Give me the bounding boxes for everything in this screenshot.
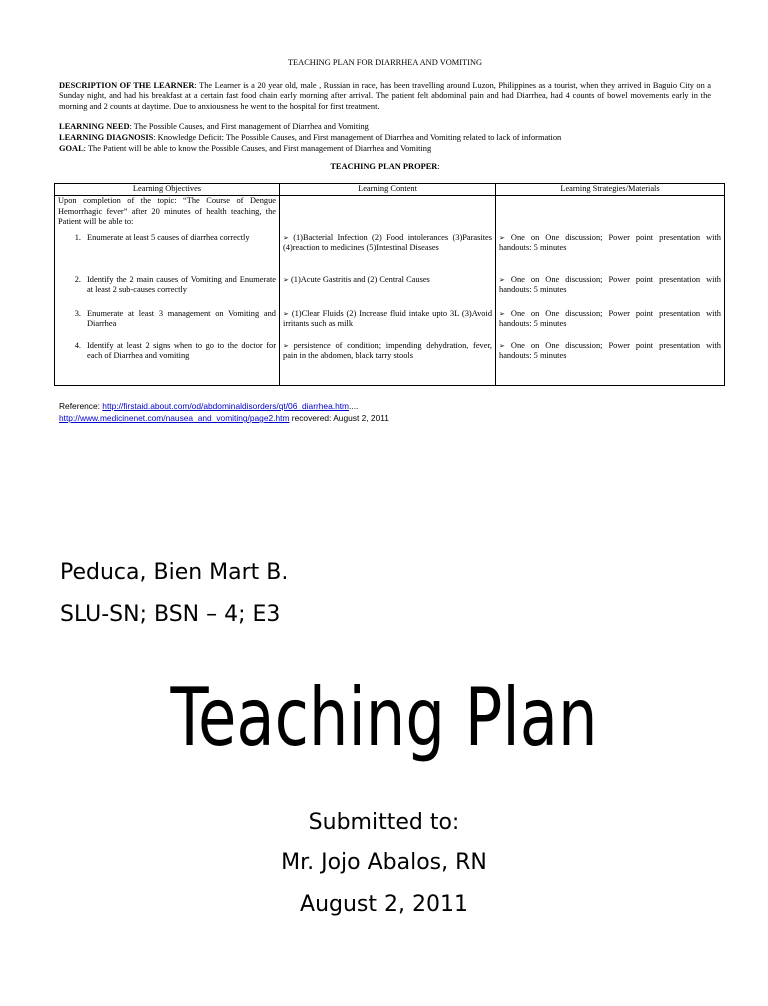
learning-diagnosis-label: LEARNING DIAGNOSIS	[59, 132, 154, 142]
header-objectives: Learning Objectives	[55, 184, 280, 196]
reference-suffix-2: recovered: August 2, 2011	[289, 413, 389, 423]
objective-text: Enumerate at least 5 causes of diarrhea correctly	[87, 232, 250, 242]
content-cell	[283, 275, 492, 286]
bullet-arrow-icon: ➢	[283, 275, 289, 284]
objective-text: Identify the 2 main causes of Vomiting and Enumerate at least 2 sub-causes correctly	[87, 274, 276, 295]
strategy-text: One on One discussion; Power point presentation with handouts: 5 minutes	[499, 308, 721, 329]
objective-text: Enumerate at least 3 management on Vomiting and Diarrhea	[87, 308, 276, 329]
bullet-arrow-icon: ➢	[283, 341, 289, 350]
table-intro-row	[55, 196, 725, 228]
table-row	[55, 341, 725, 386]
reference-line-1	[59, 400, 389, 412]
strategy-text: One on One discussion; Power point presentation with handouts: 5 minutes	[499, 340, 721, 361]
bullet-arrow-icon: ➢	[499, 275, 505, 284]
content-cell	[283, 341, 492, 362]
submission-date: August 2, 2011	[300, 892, 468, 917]
submitted-to-label: Submitted to:	[308, 810, 460, 835]
bullet-arrow-icon: ➢	[499, 341, 505, 350]
description-text: : The Learner is a 20 year old, male , Russian in race, has been travelling around Luzon, Philippines as a tourist, when they arrived in Baguio City on a Sunday night, and had his breakfast at a certain fast food chain early morning after arrival. The patient felt abdominal pain and had Diarrhea, had 4 counts of bowel movements early in the morning and 2 counts at daytime. Due to anxiousness he went to the hospital for first treatment.	[59, 80, 712, 111]
objective-item	[58, 309, 276, 330]
learning-need	[59, 122, 711, 133]
learning-diagnosis-text: : Knowledge Deficit: The Possible Causes, and First management of Diarrhea and Vomiting related to lack of information	[153, 132, 562, 142]
bullet-arrow-icon: ➢	[283, 309, 289, 318]
objective-item	[58, 341, 276, 362]
content-cell	[283, 309, 492, 330]
strategy-cell	[499, 233, 721, 254]
bullet-arrow-icon: ➢	[283, 233, 289, 242]
objective-item	[58, 233, 276, 244]
reference-link-medicinenet[interactable]: http://www.medicinenet.com/nausea_and_vomiting/page2.htm	[59, 413, 290, 423]
strategy-cell	[499, 341, 721, 362]
author-section: SLU-SN; BSN – 4; E3	[60, 602, 281, 627]
plan-proper-label: TEACHING PLAN PROPER	[330, 162, 438, 172]
objective-number: 1.	[74, 232, 81, 242]
content-text: (1)Acute Gastritis and (2) Central Causes	[290, 274, 430, 284]
teaching-plan-table	[54, 183, 725, 386]
table-row	[55, 309, 725, 341]
strategy-text: One on One discussion; Power point presentation with handouts: 5 minutes	[499, 232, 721, 253]
goal-label: GOAL	[59, 143, 84, 153]
content-text: persistence of condition; impending dehydration, fever, pain in the abdomen, black tarry stools	[283, 340, 492, 361]
bullet-arrow-icon: ➢	[499, 233, 505, 242]
author-name: Peduca, Bien Mart B.	[60, 560, 289, 585]
content-text: (1)Bacterial Infection (2) Food intolerances (3)Parasites (4)reaction to medicines (5)Intestinal Diseases	[283, 232, 493, 253]
plan-proper-colon: :	[437, 162, 440, 172]
content-cell	[283, 233, 492, 254]
learning-need-text: : The Possible Causes, and First management of Diarrhea and Vomiting	[129, 122, 369, 132]
table-row	[55, 275, 725, 309]
objective-item	[58, 275, 276, 296]
objective-number: 4.	[74, 340, 81, 350]
table-header-row	[55, 184, 725, 196]
objective-number: 3.	[74, 308, 81, 318]
reference-line-2	[59, 412, 389, 424]
description-label: DESCRIPTION OF THE LEARNER	[59, 80, 195, 90]
learner-description	[59, 81, 711, 113]
plan-proper-heading	[59, 162, 711, 173]
objective-number: 2.	[74, 274, 81, 284]
reference-suffix-1: ....	[349, 401, 359, 411]
strategy-text: One on One discussion; Power point presentation with handouts: 5 minutes	[499, 274, 721, 295]
document-page	[59, 58, 711, 174]
learning-diagnosis	[59, 133, 711, 144]
content-text: (1)Clear Fluids (2) Increase fluid intake upto 3L (3)Avoid irritants such as milk	[283, 308, 493, 329]
table-row	[55, 228, 725, 275]
goal-text: : The Patient will be able to know the Possible Causes, and First management of Diarrhea and Vomiting	[83, 143, 432, 153]
objective-text: Identify at least 2 signs when to go to the doctor for each of Diarrhea and vomiting	[87, 340, 276, 361]
goal	[59, 144, 711, 155]
cover-title: Teaching Plan	[170, 671, 598, 764]
reference-link-firstaid[interactable]: http://firstaid.about.com/od/abdominaldisorders/qt/06_diarrhea.htm	[102, 401, 350, 411]
header-strategies: Learning Strategies/Materials	[496, 184, 725, 196]
document-title: TEACHING PLAN FOR DIARRHEA AND VOMITING	[287, 58, 483, 67]
objectives-intro: Upon completion of the topic: “The Course of Dengue Hemorrhagic fever” after 20 minutes of health teaching, the Patient will be able to:	[58, 196, 276, 227]
bullet-arrow-icon: ➢	[499, 309, 505, 318]
references	[59, 400, 389, 424]
learning-need-label: LEARNING NEED	[59, 122, 130, 132]
header-content: Learning Content	[280, 184, 496, 196]
strategy-cell	[499, 275, 721, 296]
reference-label: Reference:	[59, 401, 103, 411]
instructor-name: Mr. Jojo Abalos, RN	[281, 850, 487, 875]
strategy-cell	[499, 309, 721, 330]
